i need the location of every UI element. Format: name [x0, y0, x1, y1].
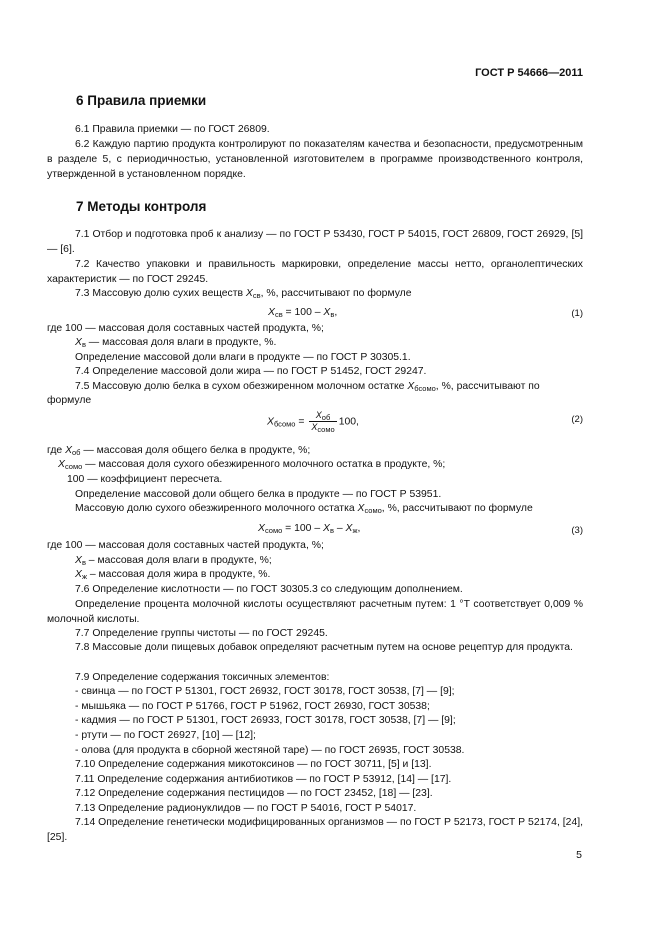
paragraph-7-7: 7.7 Определение группы чистоты — по ГОСТ 29245. [75, 628, 328, 639]
where-2-line-2: $X_{сомо}$ — массовая доля сухого обезжиренного молочного остатка в продукте, %; [58, 459, 446, 471]
where-1-line-2: $X_в$ — массовая доля влаги в продукте, %. [75, 337, 277, 349]
where-3-line-3: $X_ж$ – массовая доля жира в продукте, %. [75, 569, 271, 581]
paragraph-6-1: 6.1 Правила приемки — по ГОСТ 26809. [75, 124, 270, 135]
where-3-line-2: $X_в$ – массовая доля влаги в продукте, %; [75, 555, 272, 567]
list-item: - свинца — по ГОСТ Р 51301, ГОСТ 26932, ГОСТ 30178, ГОСТ 30538, [7] — [9]; [75, 686, 455, 697]
formula-2-number: (2) [571, 414, 583, 425]
formula-3: $X_{сомо} = 100 - X_в - X_ж$, [258, 523, 361, 535]
paragraph-7-8: 7.8 Массовые доли пищевых добавок определяют расчетным путем на основе рецептур для продукта. [75, 642, 573, 653]
where-2-line-1: где $X_{об}$ — массовая доля общего белка в продукте, %; [47, 445, 311, 457]
paragraph-7-10: 7.10 Определение содержания микотоксинов — по ГОСТ 30711, [5] и [13]. [75, 759, 432, 770]
formula-1-number: (1) [571, 308, 583, 319]
paragraph-7-5-cont: формуле [47, 395, 92, 406]
formula-3-number: (3) [571, 525, 583, 536]
paragraph-7-5: 7.5 Массовую долю белка в сухом обезжиренном молочном остатке $X_{бсомо}$, %, рассчитывают по [75, 381, 540, 393]
paragraph-7-4: 7.4 Определение массовой доли жира — по ГОСТ Р 51452, ГОСТ 29247. [75, 366, 427, 377]
paragraph-7-6: 7.6 Определение кислотности — по ГОСТ 30305.3 со следующим дополнением. [75, 584, 463, 595]
paragraph-7-3: 7.3 Массовую долю сухих веществ $X_{св}$, %, рассчитывают по формуле [75, 288, 412, 300]
formula-1: $X_{св} = 100 - X_в$, [268, 307, 338, 319]
paragraph-7-14: 7.14 Определение генетически модифицированных организмов — по ГОСТ Р 52173, ГОСТ Р 52174, [24], [25]. [47, 817, 583, 843]
paragraph-7-11: 7.11 Определение содержания антибиотиков — по ГОСТ Р 53912, [14] — [17]. [75, 774, 452, 785]
section-6-heading: 6 Правила приемки [76, 93, 207, 108]
paragraph-7-1: 7.1 Отбор и подготовка проб к анализу — по ГОСТ Р 53430, ГОСТ Р 54015, ГОСТ 26809, ГОСТ 26929, [5] — [6]. [47, 229, 583, 255]
formula-2-fraction: $\frac{X_{об}}{X_{сомо}}$ [311, 410, 335, 434]
paragraph-7-5-protein: Определение массовой доли общего белка в продукте — по ГОСТ Р 53951. [75, 489, 442, 500]
page-number: 5 [576, 849, 582, 861]
list-item: - мышьяка — по ГОСТ Р 51766, ГОСТ Р 51962, ГОСТ 26930, ГОСТ 30538; [75, 701, 430, 712]
paragraph-6-2: 6.2 Каждую партию продукта контролируют по показателям качества и безопасности, предусмотренным в разделе 5, с периодичностью, установленной изготовителем в программе производственного контроля, утвержденной в установленном порядке. [47, 139, 583, 180]
paragraph-7-13: 7.13 Определение радионуклидов — по ГОСТ Р 54016, ГОСТ Р 54017. [75, 803, 417, 814]
list-item: - кадмия — по ГОСТ Р 51301, ГОСТ 26933, ГОСТ 30178, ГОСТ 30538, [7] — [9]; [75, 715, 456, 726]
list-item: - олова (для продукта в сборной жестяной таре) — по ГОСТ 26935, ГОСТ 30538. [75, 745, 465, 756]
where-1-line-1: где 100 — массовая доля составных частей продукта, %; [47, 323, 324, 334]
standard-header: ГОСТ Р 54666—2011 [475, 67, 583, 79]
paragraph-7-2: 7.2 Качество упаковки и правильность маркировки, определение массы нетто, органолептических характеристик — по ГОСТ 29245. [47, 259, 583, 285]
paragraph-7-5-somo: Массовую долю сухого обезжиренного молочного остатка $X_{сомо}$, %, рассчитывают по формуле [75, 503, 533, 515]
where-2-line-3: 100 — коэффициент пересчета. [67, 474, 223, 485]
where-3-line-1: где 100 — массовая доля составных частей продукта, %; [47, 540, 324, 551]
section-7-heading: 7 Методы контроля [76, 199, 207, 214]
paragraph-7-6-lactic: Определение процента молочной кислоты осуществляют расчетным путем: 1 °Т соответствует 0,009 % молочной кислоты. [47, 599, 583, 625]
formula-2: $X_{бсомо}$ = $\frac{X_{об}}{X_{сомо}}$ 100, [267, 410, 359, 434]
paragraph-7-3-moisture: Определение массовой доли влаги в продукте — по ГОСТ Р 30305.1. [75, 352, 411, 363]
paragraph-7-9: 7.9 Определение содержания токсичных элементов: [75, 672, 330, 683]
paragraph-7-12: 7.12 Определение содержания пестицидов — по ГОСТ 23452, [18] — [23]. [75, 788, 433, 799]
list-item: - ртути — по ГОСТ 26927, [10] — [12]; [75, 730, 256, 741]
